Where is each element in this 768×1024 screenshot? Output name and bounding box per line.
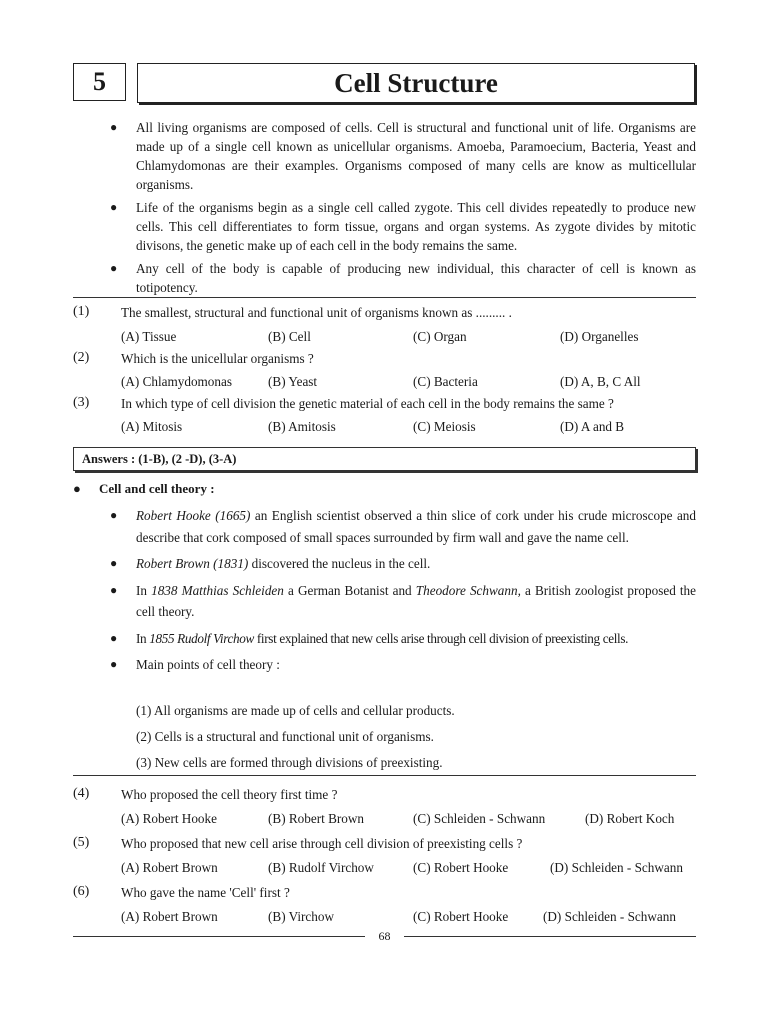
question-text: Who proposed that new cell arise through cell division of preexisting cells ? bbox=[121, 836, 523, 851]
option: (A) Robert Hooke bbox=[121, 811, 217, 826]
question-options bbox=[121, 419, 696, 437]
divider bbox=[73, 297, 696, 298]
question-number: (4) bbox=[73, 786, 90, 801]
footer-rule-right bbox=[404, 936, 696, 937]
question-number: (2) bbox=[73, 350, 90, 365]
option: (C) Organ bbox=[413, 329, 467, 344]
theory-point: (2) Cells is a structural and functional unit of organisms. bbox=[136, 729, 434, 744]
option: (C) Meiosis bbox=[413, 419, 476, 434]
option: (B) Cell bbox=[268, 329, 311, 344]
intro-bullet bbox=[108, 198, 696, 255]
intro-bullet bbox=[108, 118, 696, 194]
cell-theory-item bbox=[108, 654, 696, 676]
option: (A) Robert Brown bbox=[121, 909, 218, 924]
option: (A) Mitosis bbox=[121, 419, 183, 434]
theory-point: (3) New cells are formed through divisions of preexisting. bbox=[136, 755, 443, 770]
question-text: Who proposed the cell theory first time ? bbox=[121, 787, 338, 802]
option: (C) Robert Hooke bbox=[413, 909, 509, 924]
option: (C) Bacteria bbox=[413, 374, 478, 389]
option: (A) Robert Brown bbox=[121, 860, 218, 875]
question-options bbox=[121, 329, 696, 347]
bullet-icon: ● bbox=[110, 556, 118, 570]
option: (D) A and B bbox=[560, 419, 625, 434]
question-options bbox=[121, 374, 696, 392]
option: (B) Virchow bbox=[268, 909, 334, 924]
question-text: Who gave the name 'Cell' first ? bbox=[121, 885, 290, 900]
cell-theory-item bbox=[108, 553, 696, 575]
item-text: discovered the nucleus in the cell. bbox=[248, 556, 431, 571]
bullet-icon: ● bbox=[110, 261, 118, 275]
option: (D) Organelles bbox=[560, 329, 639, 344]
divider bbox=[73, 775, 696, 776]
item-lead: In bbox=[136, 582, 152, 598]
theory-point: (1) All organisms are made up of cells and cellular products. bbox=[136, 703, 455, 718]
intro-bullet-text: Any cell of the body is capable of producing new individual, this character of cell is known as totipotency. bbox=[136, 261, 696, 295]
option: (D) A, B, C All bbox=[560, 374, 641, 389]
cell-theory-list bbox=[108, 505, 696, 681]
cell-theory-item bbox=[108, 505, 696, 548]
question-text: In which type of cell division the genetic material of each cell in the body remains the same ? bbox=[121, 396, 614, 411]
option: (A) Chlamydomonas bbox=[121, 374, 232, 389]
option: (B) Yeast bbox=[268, 374, 318, 389]
bullet-icon: ● bbox=[110, 582, 118, 597]
cell-theory-points bbox=[136, 698, 455, 776]
option: (C) Robert Hooke bbox=[413, 860, 509, 875]
item-text: a British zoologist proposed the cell theory. bbox=[136, 582, 697, 619]
item-italic: Robert Hooke (1665) bbox=[136, 508, 251, 523]
cell-theory-item bbox=[108, 628, 696, 650]
question-number: (5) bbox=[73, 835, 90, 850]
section-heading-text: Cell and cell theory : bbox=[99, 481, 215, 496]
item-italic: 1838 Matthias Schleiden bbox=[151, 582, 284, 598]
option: (B) Rudolf Virchow bbox=[268, 860, 374, 875]
question-options bbox=[121, 811, 696, 829]
option: (A) Tissue bbox=[121, 329, 177, 344]
question-options bbox=[121, 909, 696, 927]
cell-theory-item bbox=[108, 580, 696, 623]
question-options bbox=[121, 860, 696, 878]
item-italic: 1855 Rudolf Virchow bbox=[149, 630, 254, 646]
question-text: The smallest, structural and functional unit of organisms known as ......... . bbox=[121, 305, 512, 320]
item-lead: Main points of cell theory : bbox=[136, 657, 280, 672]
question-number: (3) bbox=[73, 395, 90, 410]
bullet-icon: ● bbox=[110, 200, 118, 214]
bullet-icon: ● bbox=[110, 657, 118, 671]
intro-bullet-text: All living organisms are composed of cells. Cell is structural and functional unit of life. Organisms are made up of a single cell known as unicellular organisms. Amoeba, Paramoecium, Bacteria, Yeast and Chlamydomonas are their examples. Organisms composed of many cells are know as multicellular organisms. bbox=[136, 120, 696, 192]
question-number: (1) bbox=[73, 304, 90, 319]
intro-bullet-text: Life of the organisms begin as a single cell called zygote. This cell divides repeatedly to produce new cells. This cell differentiates to form tissue, organs and organ systems. As zygote divides by mitotic divisons, the genetic make up of each cell in the body remains the same. bbox=[136, 200, 696, 253]
page-number: 68 bbox=[378, 929, 391, 943]
item-lead: In bbox=[136, 630, 150, 646]
intro-bullet bbox=[108, 259, 696, 297]
section-heading bbox=[73, 481, 215, 497]
item-italic: Theodore Schwann, bbox=[415, 582, 521, 598]
option: (D) Robert Koch bbox=[585, 811, 675, 826]
option: (D) Schleiden - Schwann bbox=[550, 860, 683, 875]
bullet-icon: ● bbox=[73, 481, 81, 496]
answers-box: Answers : (1-B), (2 -D), (3-A) bbox=[73, 447, 696, 471]
bullet-icon: ● bbox=[110, 120, 118, 134]
option: (C) Schleiden - Schwann bbox=[413, 811, 546, 826]
item-text: first explained that new cells arise through cell division of preexisting cells. bbox=[253, 630, 629, 646]
item-italic: Robert Brown (1831) bbox=[136, 556, 249, 571]
option: (D) Schleiden - Schwann bbox=[543, 909, 676, 924]
option: (B) Amitosis bbox=[268, 419, 336, 434]
footer-rule-left bbox=[73, 936, 365, 937]
question-number: (6) bbox=[73, 884, 90, 899]
item-text: an English scientist observed a thin slice of cork under his crude microscope and describe that cork composed of small spaces surrounded by firm wall and gave the name cell. bbox=[136, 508, 696, 545]
option: (B) Robert Brown bbox=[268, 811, 364, 826]
item-text: a German Botanist and bbox=[283, 582, 416, 598]
chapter-number: 5 bbox=[73, 63, 126, 101]
question-text: Which is the unicellular organisms ? bbox=[121, 351, 314, 366]
intro-bullet-list bbox=[108, 118, 696, 297]
page-title: Cell Structure bbox=[137, 63, 695, 103]
bullet-icon: ● bbox=[110, 508, 118, 522]
bullet-icon: ● bbox=[110, 630, 117, 645]
